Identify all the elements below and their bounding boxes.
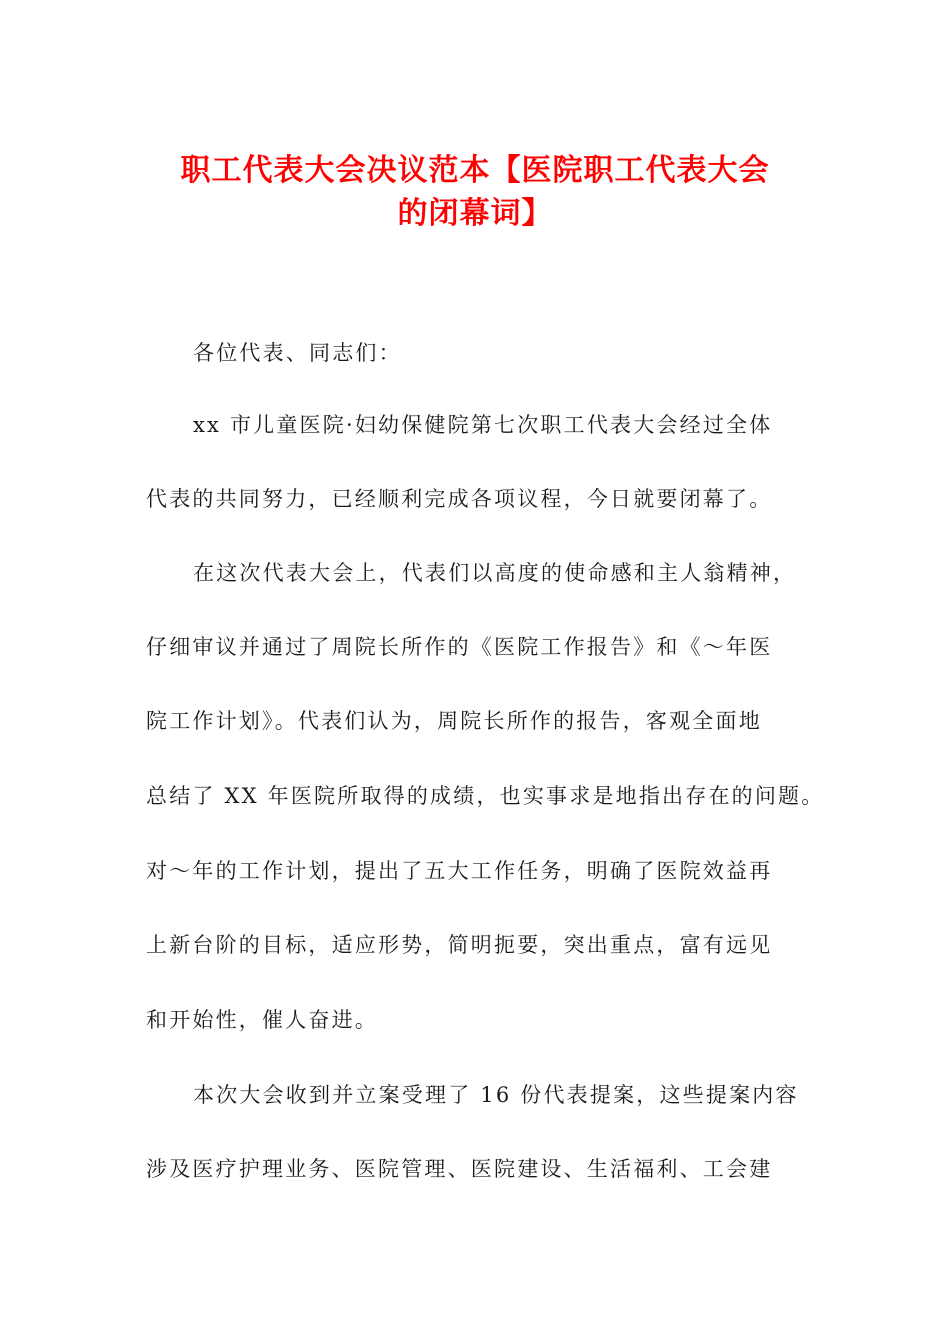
paragraph-2-line-4: 总结了 XX 年医院所取得的成绩，也实事求是地指出存在的问题。	[146, 784, 825, 808]
paragraph-2-line-7: 和开始性，催人奋进。	[146, 1008, 378, 1032]
paragraph-2-line-2: 仔细审议并通过了周院长所作的《医院工作报告》和《～年医	[146, 635, 773, 659]
paragraph-3-line-2: 涉及医疗护理业务、医院管理、医院建设、生活福利、工会建	[146, 1157, 773, 1181]
paragraph-2-line-5: 对～年的工作计划，提出了五大工作任务，明确了医院效益再	[146, 859, 773, 883]
document-title-line-2: 的闭幕词】	[397, 196, 553, 231]
document-title-line-1: 职工代表大会决议范本【医院职工代表大会	[180, 153, 770, 188]
paragraph-3-line-1: 本次大会收到并立案受理了 16 份代表提案，这些提案内容	[193, 1083, 799, 1107]
paragraph-2-line-1: 在这次代表大会上，代表们以高度的使命感和主人翁精神，	[193, 561, 797, 585]
paragraph-2-line-3: 院工作计划》。代表们认为，周院长所作的报告，客观全面地	[146, 709, 762, 733]
paragraph-2-line-6: 上新台阶的目标，适应形势，简明扼要，突出重点，富有远见	[146, 933, 773, 957]
paragraph-1-line-2: 代表的共同努力，已经顺利完成各项议程，今日就要闭幕了。	[146, 487, 773, 511]
paragraph-1-line-1: xx 市儿童医院·妇幼保健院第七次职工代表大会经过全体	[193, 413, 773, 437]
salutation: 各位代表、同志们：	[193, 341, 402, 365]
